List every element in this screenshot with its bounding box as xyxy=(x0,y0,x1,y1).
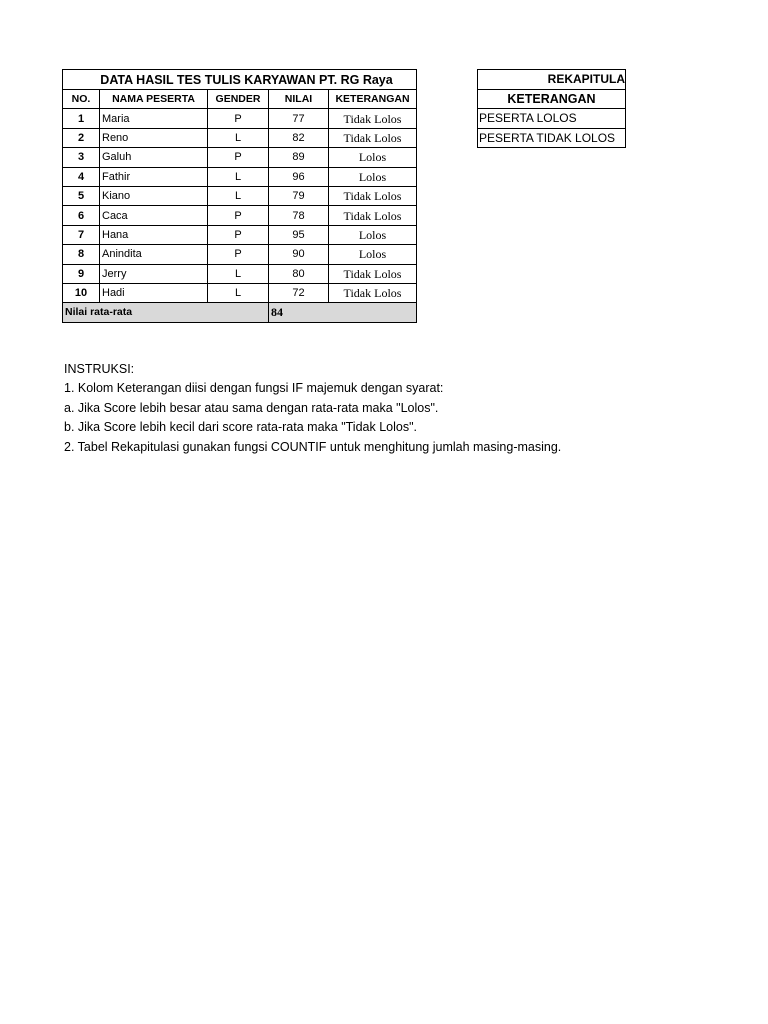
table-row xyxy=(63,264,417,283)
header-no[interactable]: NO. xyxy=(63,90,100,109)
header-note[interactable]: KETERANGAN xyxy=(329,90,417,109)
table-row xyxy=(63,245,417,264)
recap-title-row xyxy=(478,70,626,90)
recap-label[interactable]: PESERTA TIDAK LOLOS xyxy=(478,128,626,148)
cell-no[interactable]: 4 xyxy=(63,167,100,186)
cell-name[interactable]: Hana xyxy=(100,225,208,244)
cell-note[interactable]: Lolos xyxy=(329,148,417,167)
cell-gender[interactable]: L xyxy=(208,283,269,302)
cell-note[interactable]: Tidak Lolos xyxy=(329,128,417,147)
recap-title[interactable]: REKAPITULA xyxy=(478,70,626,90)
cell-score[interactable]: 79 xyxy=(269,186,329,205)
recap-header-row xyxy=(478,89,626,109)
table-row xyxy=(63,283,417,302)
average-row xyxy=(63,303,417,322)
header-gender[interactable]: GENDER xyxy=(208,90,269,109)
instruction-line: b. Jika Score lebih kecil dari score rata-rata maka "Tidak Lolos". xyxy=(64,420,418,435)
cell-gender[interactable]: P xyxy=(208,206,269,225)
table-row xyxy=(63,128,417,147)
cell-name[interactable]: Hadi xyxy=(100,283,208,302)
cell-score[interactable]: 96 xyxy=(269,167,329,186)
cell-no[interactable]: 10 xyxy=(63,283,100,302)
average-value[interactable]: 84 xyxy=(269,303,417,322)
cell-score[interactable]: 78 xyxy=(269,206,329,225)
cell-no[interactable]: 2 xyxy=(63,128,100,147)
instruction-line: 2. Tabel Rekapitulasi gunakan fungsi COUNTIF untuk menghitung jumlah masing-masing. xyxy=(64,439,562,454)
cell-gender[interactable]: P xyxy=(208,225,269,244)
cell-note[interactable]: Tidak Lolos xyxy=(329,283,417,302)
cell-no[interactable]: 5 xyxy=(63,186,100,205)
cell-no[interactable]: 8 xyxy=(63,245,100,264)
header-score[interactable]: NILAI xyxy=(269,90,329,109)
recap-row xyxy=(478,109,626,129)
cell-name[interactable]: Reno xyxy=(100,128,208,147)
cell-gender[interactable]: L xyxy=(208,264,269,283)
cell-note[interactable]: Tidak Lolos xyxy=(329,264,417,283)
cell-score[interactable]: 80 xyxy=(269,264,329,283)
cell-note[interactable]: Lolos xyxy=(329,167,417,186)
cell-gender[interactable]: P xyxy=(208,148,269,167)
cell-no[interactable]: 9 xyxy=(63,264,100,283)
cell-gender[interactable]: P xyxy=(208,245,269,264)
header-name[interactable]: NAMA PESERTA xyxy=(100,90,208,109)
cell-gender[interactable]: L xyxy=(208,186,269,205)
cell-name[interactable]: Anindita xyxy=(100,245,208,264)
cell-score[interactable]: 95 xyxy=(269,225,329,244)
cell-no[interactable]: 6 xyxy=(63,206,100,225)
instruction-line: a. Jika Score lebih besar atau sama dengan rata-rata maka "Lolos". xyxy=(64,400,439,415)
cell-score[interactable]: 77 xyxy=(269,109,329,128)
cell-name[interactable]: Jerry xyxy=(100,264,208,283)
table-row xyxy=(63,225,417,244)
results-table xyxy=(62,69,417,323)
recap-label[interactable]: PESERTA LOLOS xyxy=(478,109,626,129)
table-row xyxy=(63,109,417,128)
cell-name[interactable]: Maria xyxy=(100,109,208,128)
cell-note[interactable]: Tidak Lolos xyxy=(329,206,417,225)
recap-row xyxy=(478,128,626,148)
cell-name[interactable]: Fathir xyxy=(100,167,208,186)
cell-score[interactable]: 72 xyxy=(269,283,329,302)
instruction-line: 1. Kolom Keterangan diisi dengan fungsi IF majemuk dengan syarat: xyxy=(64,381,444,396)
header-row xyxy=(63,90,417,109)
cell-score[interactable]: 82 xyxy=(269,128,329,147)
recap-header[interactable]: KETERANGAN xyxy=(478,89,626,109)
cell-name[interactable]: Kiano xyxy=(100,186,208,205)
instructions-heading: INSTRUKSI: xyxy=(64,362,135,376)
table-title-row xyxy=(63,70,417,90)
cell-no[interactable]: 3 xyxy=(63,148,100,167)
cell-note[interactable]: Lolos xyxy=(329,225,417,244)
cell-note[interactable]: Tidak Lolos xyxy=(329,186,417,205)
cell-gender[interactable]: P xyxy=(208,109,269,128)
cell-no[interactable]: 7 xyxy=(63,225,100,244)
cell-name[interactable]: Galuh xyxy=(100,148,208,167)
instructions xyxy=(64,360,561,457)
table-row xyxy=(63,167,417,186)
table-row xyxy=(63,148,417,167)
cell-gender[interactable]: L xyxy=(208,167,269,186)
table-row xyxy=(63,206,417,225)
cell-score[interactable]: 90 xyxy=(269,245,329,264)
cell-score[interactable]: 89 xyxy=(269,148,329,167)
cell-gender[interactable]: L xyxy=(208,128,269,147)
average-label[interactable]: Nilai rata-rata xyxy=(63,303,269,322)
table-title[interactable]: DATA HASIL TES TULIS KARYAWAN PT. RG Raya xyxy=(63,70,417,90)
cell-no[interactable]: 1 xyxy=(63,109,100,128)
recap-table xyxy=(477,69,626,148)
cell-note[interactable]: Lolos xyxy=(329,245,417,264)
cell-name[interactable]: Caca xyxy=(100,206,208,225)
cell-note[interactable]: Tidak Lolos xyxy=(329,109,417,128)
table-row xyxy=(63,186,417,205)
